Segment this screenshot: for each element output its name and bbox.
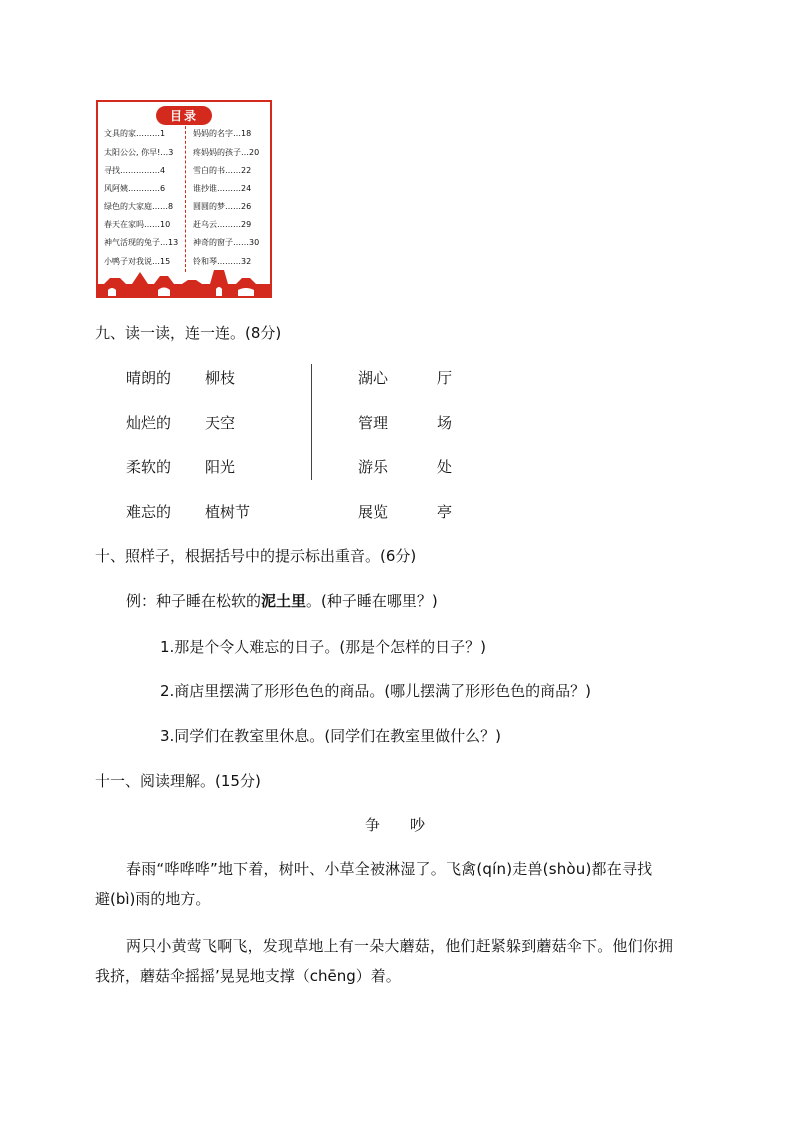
match-item: 天空 [205,414,236,432]
match-item: 晴朗的 [126,369,172,387]
toc-entry: 赶乌云………29 [193,220,252,229]
toc-title: 目录 [156,106,212,125]
toc-entry: 神奇的窗子……30 [193,238,260,247]
toc-entry: 雪白的书……22 [193,166,252,175]
toc-entry: 疼妈妈的孩子…20 [193,148,260,157]
match-item: 柳枝 [205,369,236,387]
match-item: 湖心 [358,369,389,387]
stressed-word: 泥土里 [261,592,307,610]
toc-entry: 太阳公公, 你早!…3 [104,148,174,157]
match-item: 游乐 [358,458,389,476]
section10-heading: 十、照样子，根据括号中的提示标出重音。(6分) [95,547,417,565]
match-item: 柔软的 [126,458,172,476]
match-item: 展览 [358,503,389,521]
toc-entry: 文具的家………1 [104,129,166,138]
column-divider [311,364,312,480]
toc-entry: 妈妈的名字…18 [193,129,252,138]
paragraph-line: 两只小黄莺飞啊飞，发现草地上有一朵大蘑菇，他们赶紧躲到蘑菇伞下。他们你拥 [126,937,674,955]
match-item: 场 [437,414,453,432]
toc-entry: 小鸭子对我说…15 [104,257,171,266]
toc-title-wrap [98,106,270,125]
toc-entry: 春天在家吗……10 [104,220,171,229]
paragraph-line: 我挤，蘑菇伞摇摇’晃晃地支撑（chēng）着。 [95,967,401,985]
toc-entry: 寻找……………4 [104,166,166,175]
match-item: 阳光 [205,458,236,476]
match-item: 管理 [358,414,389,432]
exercise-item: 2.商店里摆满了形形色色的商品。(哪儿摆满了形形色色的商品？) [160,682,592,700]
example-sentence: 例：种子睡在松软的泥土里。(种子睡在哪里？) [126,592,438,610]
skyline-decoration [98,264,270,296]
match-item: 难忘的 [126,503,172,521]
match-item: 灿烂的 [126,414,172,432]
story-title: 争 吵 [365,816,426,834]
paragraph-line: 春雨“哗哗哗”地下着，树叶、小草全被淋湿了。飞禽(qín)走兽(shòu)都在寻找 [126,860,653,878]
match-item: 亭 [437,503,453,521]
match-item: 处 [437,458,453,476]
toc-entry: 神气活现的兔子…13 [104,238,179,247]
paragraph-line: 避(bì)雨的地方。 [95,890,211,908]
table-of-contents [96,100,272,298]
toc-entry: 谁抄谁………24 [193,184,252,193]
section9-heading: 九、读一读，连一连。(8分) [95,324,282,342]
toc-entry: 风阿姨…………6 [104,184,166,193]
match-item: 厅 [437,369,453,387]
toc-entry: 铃和琴………32 [193,257,252,266]
toc-divider [185,126,186,272]
section11-heading: 十一、阅读理解。(15分) [95,772,261,790]
toc-entry: 圆圆的梦……26 [193,202,252,211]
exercise-item: 3.同学们在教室里休息。(同学们在教室里做什么？) [160,727,502,745]
match-item: 植树节 [205,503,251,521]
exercise-item: 1.那是个令人难忘的日子。(那是个怎样的日子？) [160,638,487,656]
toc-entry: 绿色的大家庭……8 [104,202,174,211]
